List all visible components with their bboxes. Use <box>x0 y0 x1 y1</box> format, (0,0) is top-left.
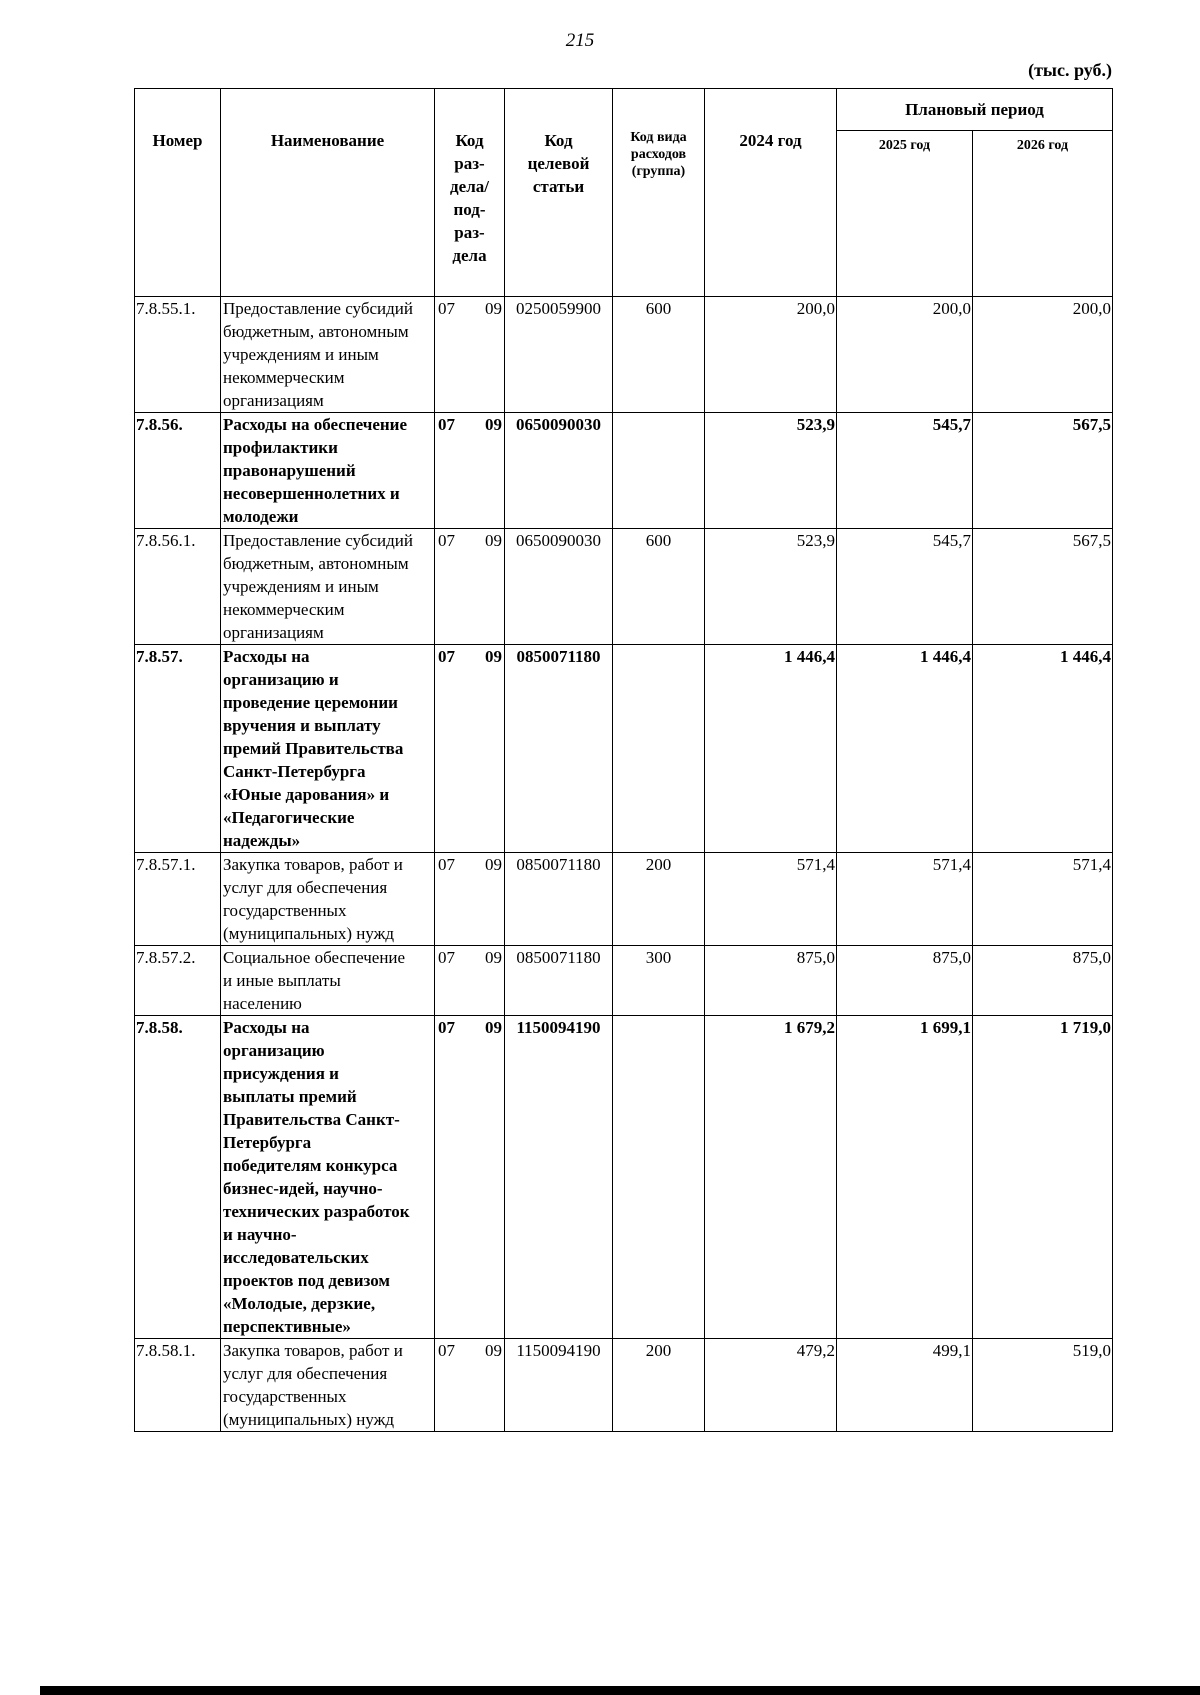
header-target-code-lines <box>507 129 610 198</box>
row-name-line: Закупка товаров, работ и <box>223 1341 403 1360</box>
row-name-line: присуждения и <box>223 1064 339 1083</box>
row-name-line: Петербурга <box>223 1133 312 1152</box>
row-name-line: учреждениям и иным <box>223 345 379 364</box>
row-name-line: некоммерческим <box>223 600 345 619</box>
row-name-line: премий Правительства <box>223 739 404 758</box>
row-number: 7.8.56. <box>135 413 221 529</box>
budget-table <box>134 88 1113 1432</box>
table-row <box>135 645 1113 853</box>
page-bottom-rule <box>40 1686 1200 1695</box>
row-section: 07 <box>438 948 455 967</box>
row-name-line: (муниципальных) нужд <box>223 924 395 943</box>
row-name-line: проведение церемонии <box>223 693 398 712</box>
row-value-2025: 1 446,4 <box>837 645 973 853</box>
row-name <box>221 1339 435 1432</box>
row-subsection: 09 <box>485 299 502 318</box>
row-subsection: 09 <box>485 531 502 550</box>
row-section-code-pair <box>437 297 502 320</box>
row-name-line: Санкт-Петербурга <box>223 762 366 781</box>
row-name-line: несовершеннолетних и <box>223 484 400 503</box>
table-row <box>135 529 1113 645</box>
header-plan-period: Плановый период <box>837 89 1113 131</box>
row-subsection: 09 <box>485 855 502 874</box>
row-target-code: 1150094190 <box>505 1339 613 1432</box>
row-name-line: организацию и <box>223 670 339 689</box>
row-target-code: 0650090030 <box>505 529 613 645</box>
row-name-line: правонарушений <box>223 461 356 480</box>
row-value-2026: 875,0 <box>973 946 1113 1016</box>
row-name-line: организацию <box>223 1041 325 1060</box>
page-number: 215 <box>565 30 595 51</box>
row-section: 07 <box>438 299 455 318</box>
row-name-line: и научно- <box>223 1225 297 1244</box>
row-name-line: и иные выплаты <box>223 971 341 990</box>
row-name <box>221 297 435 413</box>
row-name-line: надежды» <box>223 831 301 850</box>
row-name-line: организациям <box>223 391 324 410</box>
row-value-2026: 1 446,4 <box>973 645 1113 853</box>
units-label: (тыс. руб.) <box>1028 60 1112 80</box>
row-name-line: населению <box>223 994 302 1013</box>
row-name-line: Закупка товаров, работ и <box>223 855 403 874</box>
row-value-2024: 523,9 <box>705 529 837 645</box>
row-name-line: выплаты премий <box>223 1087 357 1106</box>
row-name-line: Расходы на обеспечение <box>223 415 407 434</box>
row-section: 07 <box>438 647 455 666</box>
row-section-code <box>435 1016 505 1339</box>
row-name-line: Правительства Санкт- <box>223 1110 400 1129</box>
row-section-code <box>435 1339 505 1432</box>
header-target-code-line: статьи <box>532 177 585 196</box>
row-name-line: учреждениям и иным <box>223 577 379 596</box>
row-value-2025: 545,7 <box>837 529 973 645</box>
row-subsection: 09 <box>485 1018 502 1037</box>
row-name-line: услуг для обеспечения <box>223 1364 388 1383</box>
row-section: 07 <box>438 415 455 434</box>
row-section-code-pair <box>437 645 502 668</box>
header-section-code-line: Код <box>455 131 484 150</box>
row-number: 7.8.57.1. <box>135 853 221 946</box>
row-number: 7.8.57.2. <box>135 946 221 1016</box>
row-value-2025: 1 699,1 <box>837 1016 973 1339</box>
row-target-code: 0850071180 <box>505 946 613 1016</box>
row-name-line: перспективные» <box>223 1317 351 1336</box>
row-expense-type: 300 <box>613 946 705 1016</box>
row-section-code-pair <box>437 529 502 552</box>
row-name-line: государственных <box>223 901 347 920</box>
header-target-code-line: Код <box>544 131 573 150</box>
row-section-code <box>435 853 505 946</box>
header-expense-type-line: Код вида <box>630 130 687 145</box>
row-value-2025: 545,7 <box>837 413 973 529</box>
row-name-line: бюджетным, автономным <box>223 554 409 573</box>
row-value-2024: 1 446,4 <box>705 645 837 853</box>
row-subsection: 09 <box>485 647 502 666</box>
row-section-code <box>435 946 505 1016</box>
row-name <box>221 413 435 529</box>
row-section-code <box>435 645 505 853</box>
row-section-code-pair <box>437 853 502 876</box>
row-expense-type <box>613 645 705 853</box>
row-value-2024: 200,0 <box>705 297 837 413</box>
table-row <box>135 853 1113 946</box>
row-number: 7.8.57. <box>135 645 221 853</box>
row-name-line: победителям конкурса <box>223 1156 398 1175</box>
header-section-code-line: дела <box>452 246 487 265</box>
row-number: 7.8.56.1. <box>135 529 221 645</box>
row-name-line: технических разработок <box>223 1202 410 1221</box>
row-name-line: «Молодые, дерзкие, <box>223 1294 376 1313</box>
row-section-code-pair <box>437 1016 502 1039</box>
header-section-code-line: раз- <box>454 154 485 173</box>
row-value-2024: 875,0 <box>705 946 837 1016</box>
row-number: 7.8.55.1. <box>135 297 221 413</box>
row-expense-type: 200 <box>613 853 705 946</box>
row-expense-type: 600 <box>613 297 705 413</box>
row-value-2025: 875,0 <box>837 946 973 1016</box>
row-value-2025: 571,4 <box>837 853 973 946</box>
row-expense-type <box>613 413 705 529</box>
row-section-code-pair <box>437 1339 502 1362</box>
row-value-2026: 567,5 <box>973 529 1113 645</box>
header-expense-type-line: расходов <box>630 147 687 162</box>
row-name-line: молодежи <box>223 507 299 526</box>
row-name-line: Предоставление субсидий <box>223 299 413 318</box>
row-value-2026: 1 719,0 <box>973 1016 1113 1339</box>
row-name-line: Социальное обеспечение <box>223 948 406 967</box>
row-target-code: 0650090030 <box>505 413 613 529</box>
row-target-code: 0850071180 <box>505 853 613 946</box>
row-expense-type: 600 <box>613 529 705 645</box>
row-name-line: бизнес-идей, научно- <box>223 1179 383 1198</box>
row-value-2026: 571,4 <box>973 853 1113 946</box>
row-name-line: «Юные дарования» и <box>223 785 390 804</box>
row-value-2025: 499,1 <box>837 1339 973 1432</box>
row-section-code-pair <box>437 946 502 969</box>
row-subsection: 09 <box>485 415 502 434</box>
row-name-line: некоммерческим <box>223 368 345 387</box>
row-name-line: государственных <box>223 1387 347 1406</box>
row-name-line: (муниципальных) нужд <box>223 1410 395 1429</box>
header-expense-type <box>613 89 705 297</box>
row-section-code <box>435 529 505 645</box>
table-body <box>135 297 1113 1432</box>
header-section-code <box>435 89 505 297</box>
header-year-2026: 2026 год <box>973 131 1113 297</box>
row-value-2026: 567,5 <box>973 413 1113 529</box>
row-subsection: 09 <box>485 1341 502 1360</box>
row-name-line: Предоставление субсидий <box>223 531 413 550</box>
row-target-code: 0850071180 <box>505 645 613 853</box>
row-value-2024: 1 679,2 <box>705 1016 837 1339</box>
row-number: 7.8.58. <box>135 1016 221 1339</box>
row-value-2024: 523,9 <box>705 413 837 529</box>
header-section-code-line: под- <box>453 200 486 219</box>
table-row <box>135 946 1113 1016</box>
row-subsection: 09 <box>485 948 502 967</box>
row-expense-type <box>613 1016 705 1339</box>
row-target-code: 0250059900 <box>505 297 613 413</box>
row-value-2026: 519,0 <box>973 1339 1113 1432</box>
table-row <box>135 297 1113 413</box>
header-target-code <box>505 89 613 297</box>
row-name <box>221 946 435 1016</box>
table-row <box>135 1016 1113 1339</box>
header-section-code-line: раз- <box>454 223 485 242</box>
row-name-line: организациям <box>223 623 324 642</box>
header-target-code-line: целевой <box>527 154 590 173</box>
row-name-line: бюджетным, автономным <box>223 322 409 341</box>
row-section: 07 <box>438 1341 455 1360</box>
row-name <box>221 645 435 853</box>
row-name-line: Расходы на <box>223 647 310 666</box>
table-row <box>135 413 1113 529</box>
row-value-2024: 571,4 <box>705 853 837 946</box>
header-section-code-line: дела/ <box>450 177 489 196</box>
row-name-line: проектов под девизом <box>223 1271 390 1290</box>
header-year-2025: 2025 год <box>837 131 973 297</box>
row-name-line: профилактики <box>223 438 338 457</box>
row-section-code-pair <box>437 413 502 436</box>
row-section-code <box>435 297 505 413</box>
row-name <box>221 529 435 645</box>
row-value-2026: 200,0 <box>973 297 1113 413</box>
row-value-2025: 200,0 <box>837 297 973 413</box>
row-target-code: 1150094190 <box>505 1016 613 1339</box>
header-year-2024: 2024 год <box>705 89 837 297</box>
header-name: Наименование <box>221 89 435 297</box>
table-row <box>135 1339 1113 1432</box>
header-expense-type-line: (группа) <box>631 164 686 179</box>
row-name-line: исследовательских <box>223 1248 369 1267</box>
row-name <box>221 853 435 946</box>
row-expense-type: 200 <box>613 1339 705 1432</box>
header-number: Номер <box>135 89 221 297</box>
row-name-line: вручения и выплату <box>223 716 381 735</box>
row-value-2024: 479,2 <box>705 1339 837 1432</box>
header-expense-type-lines <box>615 129 702 180</box>
row-number: 7.8.58.1. <box>135 1339 221 1432</box>
row-section: 07 <box>438 1018 455 1037</box>
row-name-line: услуг для обеспечения <box>223 878 388 897</box>
row-section: 07 <box>438 855 455 874</box>
row-section: 07 <box>438 531 455 550</box>
header-section-code-lines <box>437 129 502 267</box>
row-name-line: Расходы на <box>223 1018 310 1037</box>
row-section-code <box>435 413 505 529</box>
row-name <box>221 1016 435 1339</box>
row-name-line: «Педагогические <box>223 808 355 827</box>
